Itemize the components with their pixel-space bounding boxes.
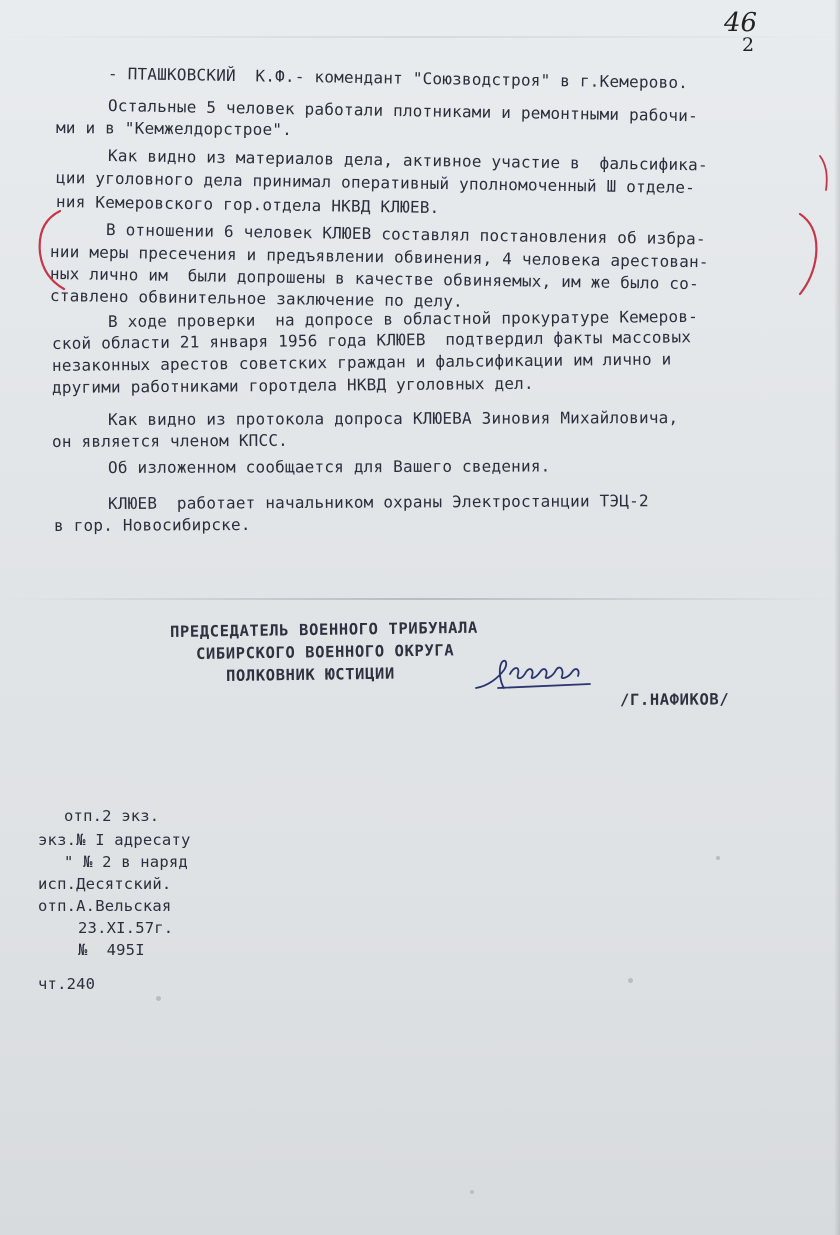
footer-line: № 495I: [78, 941, 145, 959]
body-line: ми и в "Кемжелдорстрое".: [55, 118, 293, 140]
body-line: другими работниками горотдела НКВД уголовных дел.: [51, 373, 534, 397]
body-line: Остальные 5 человек работали плотниками и ремонтными рабочи-: [107, 96, 699, 126]
signature-title: ПРЕДСЕДАТЕЛЬ ВОЕННОГО ТРИБУНАЛА: [169, 618, 478, 641]
body-line: нии меры пресечения и предъявлении обвинения, 4 человека арестован-: [49, 242, 709, 272]
signature-title: СИБИРСКОГО ВОЕННОГО ОКРУГА: [195, 641, 455, 663]
body-line: ставлено обвинительное заключение по делу.: [49, 286, 464, 311]
footer-line: 23.XI.57г.: [78, 919, 174, 937]
body-line: он является членом КПСС.: [51, 430, 289, 451]
body-line: - ПТАШКОВСКИЙ К.Ф.- комендант "Союзводстроя" в г.Кемерово.: [107, 64, 689, 93]
paper-speck: [716, 856, 720, 860]
body-line: В ходе проверки на допросе в областной прокуратуре Кемеров-: [107, 306, 699, 331]
body-line: ской области 21 января 1956 года КЛЮЕВ подтвердил факты массовых: [51, 327, 692, 353]
footer-line: " № 2 в наряд: [64, 853, 188, 871]
footer-line: экз.№ I адресату: [38, 831, 191, 849]
signatory-name: /Г.НАФИКОВ/: [619, 690, 730, 709]
body-line: в гор. Новосибирске.: [53, 514, 251, 535]
paper-fold: [0, 598, 840, 600]
red-pencil-bracket-right: [796, 210, 826, 300]
body-line: ния Кемеровского гор.отдела НКВД КЛЮЕВ.: [55, 192, 440, 218]
paper-fold: [0, 36, 840, 38]
paper-speck: [628, 978, 633, 983]
body-line: Как видно из протокола допроса КЛЮЕВА Зиновия Михайловича,: [107, 408, 679, 429]
body-line: Об изложенном сообщается для Вашего сведения.: [107, 456, 551, 477]
paper-speck: [156, 996, 161, 1001]
paper-speck: [470, 1190, 474, 1194]
footer-line: отп.А.Вельская: [38, 897, 172, 915]
body-line: Как видно из материалов дела, активное участие в фальсифика-: [107, 146, 708, 175]
archive-sheet-number: 46: [724, 8, 758, 38]
red-pencil-bracket-left: [30, 205, 70, 295]
body-line: КЛЮЕВ работает начальником охраны Электростанции ТЭЦ-2: [107, 491, 649, 513]
footer-line: исп.Десятский.: [38, 875, 172, 893]
body-line: В отношении 6 человек КЛЮЕВ составлял постановления об избра-: [105, 220, 706, 249]
body-line: ции уголовного дела принимал оперативный уполномоченный Ш отделе-: [55, 168, 696, 198]
handwritten-signature: [468, 648, 598, 698]
page-number: 2: [742, 34, 755, 56]
footer-line: отп.2 экз.: [64, 807, 160, 825]
signature-title: ПОЛКОВНИК ЮСТИЦИИ: [225, 664, 395, 685]
footer-line: чт.240: [38, 975, 96, 993]
red-pencil-tick: [816, 150, 836, 200]
body-line: незаконных арестов советских граждан и фальсификации им лично и: [51, 349, 672, 375]
body-line: ных лично им были допрошены в качестве обвиняемых, им же было со-: [49, 264, 700, 294]
